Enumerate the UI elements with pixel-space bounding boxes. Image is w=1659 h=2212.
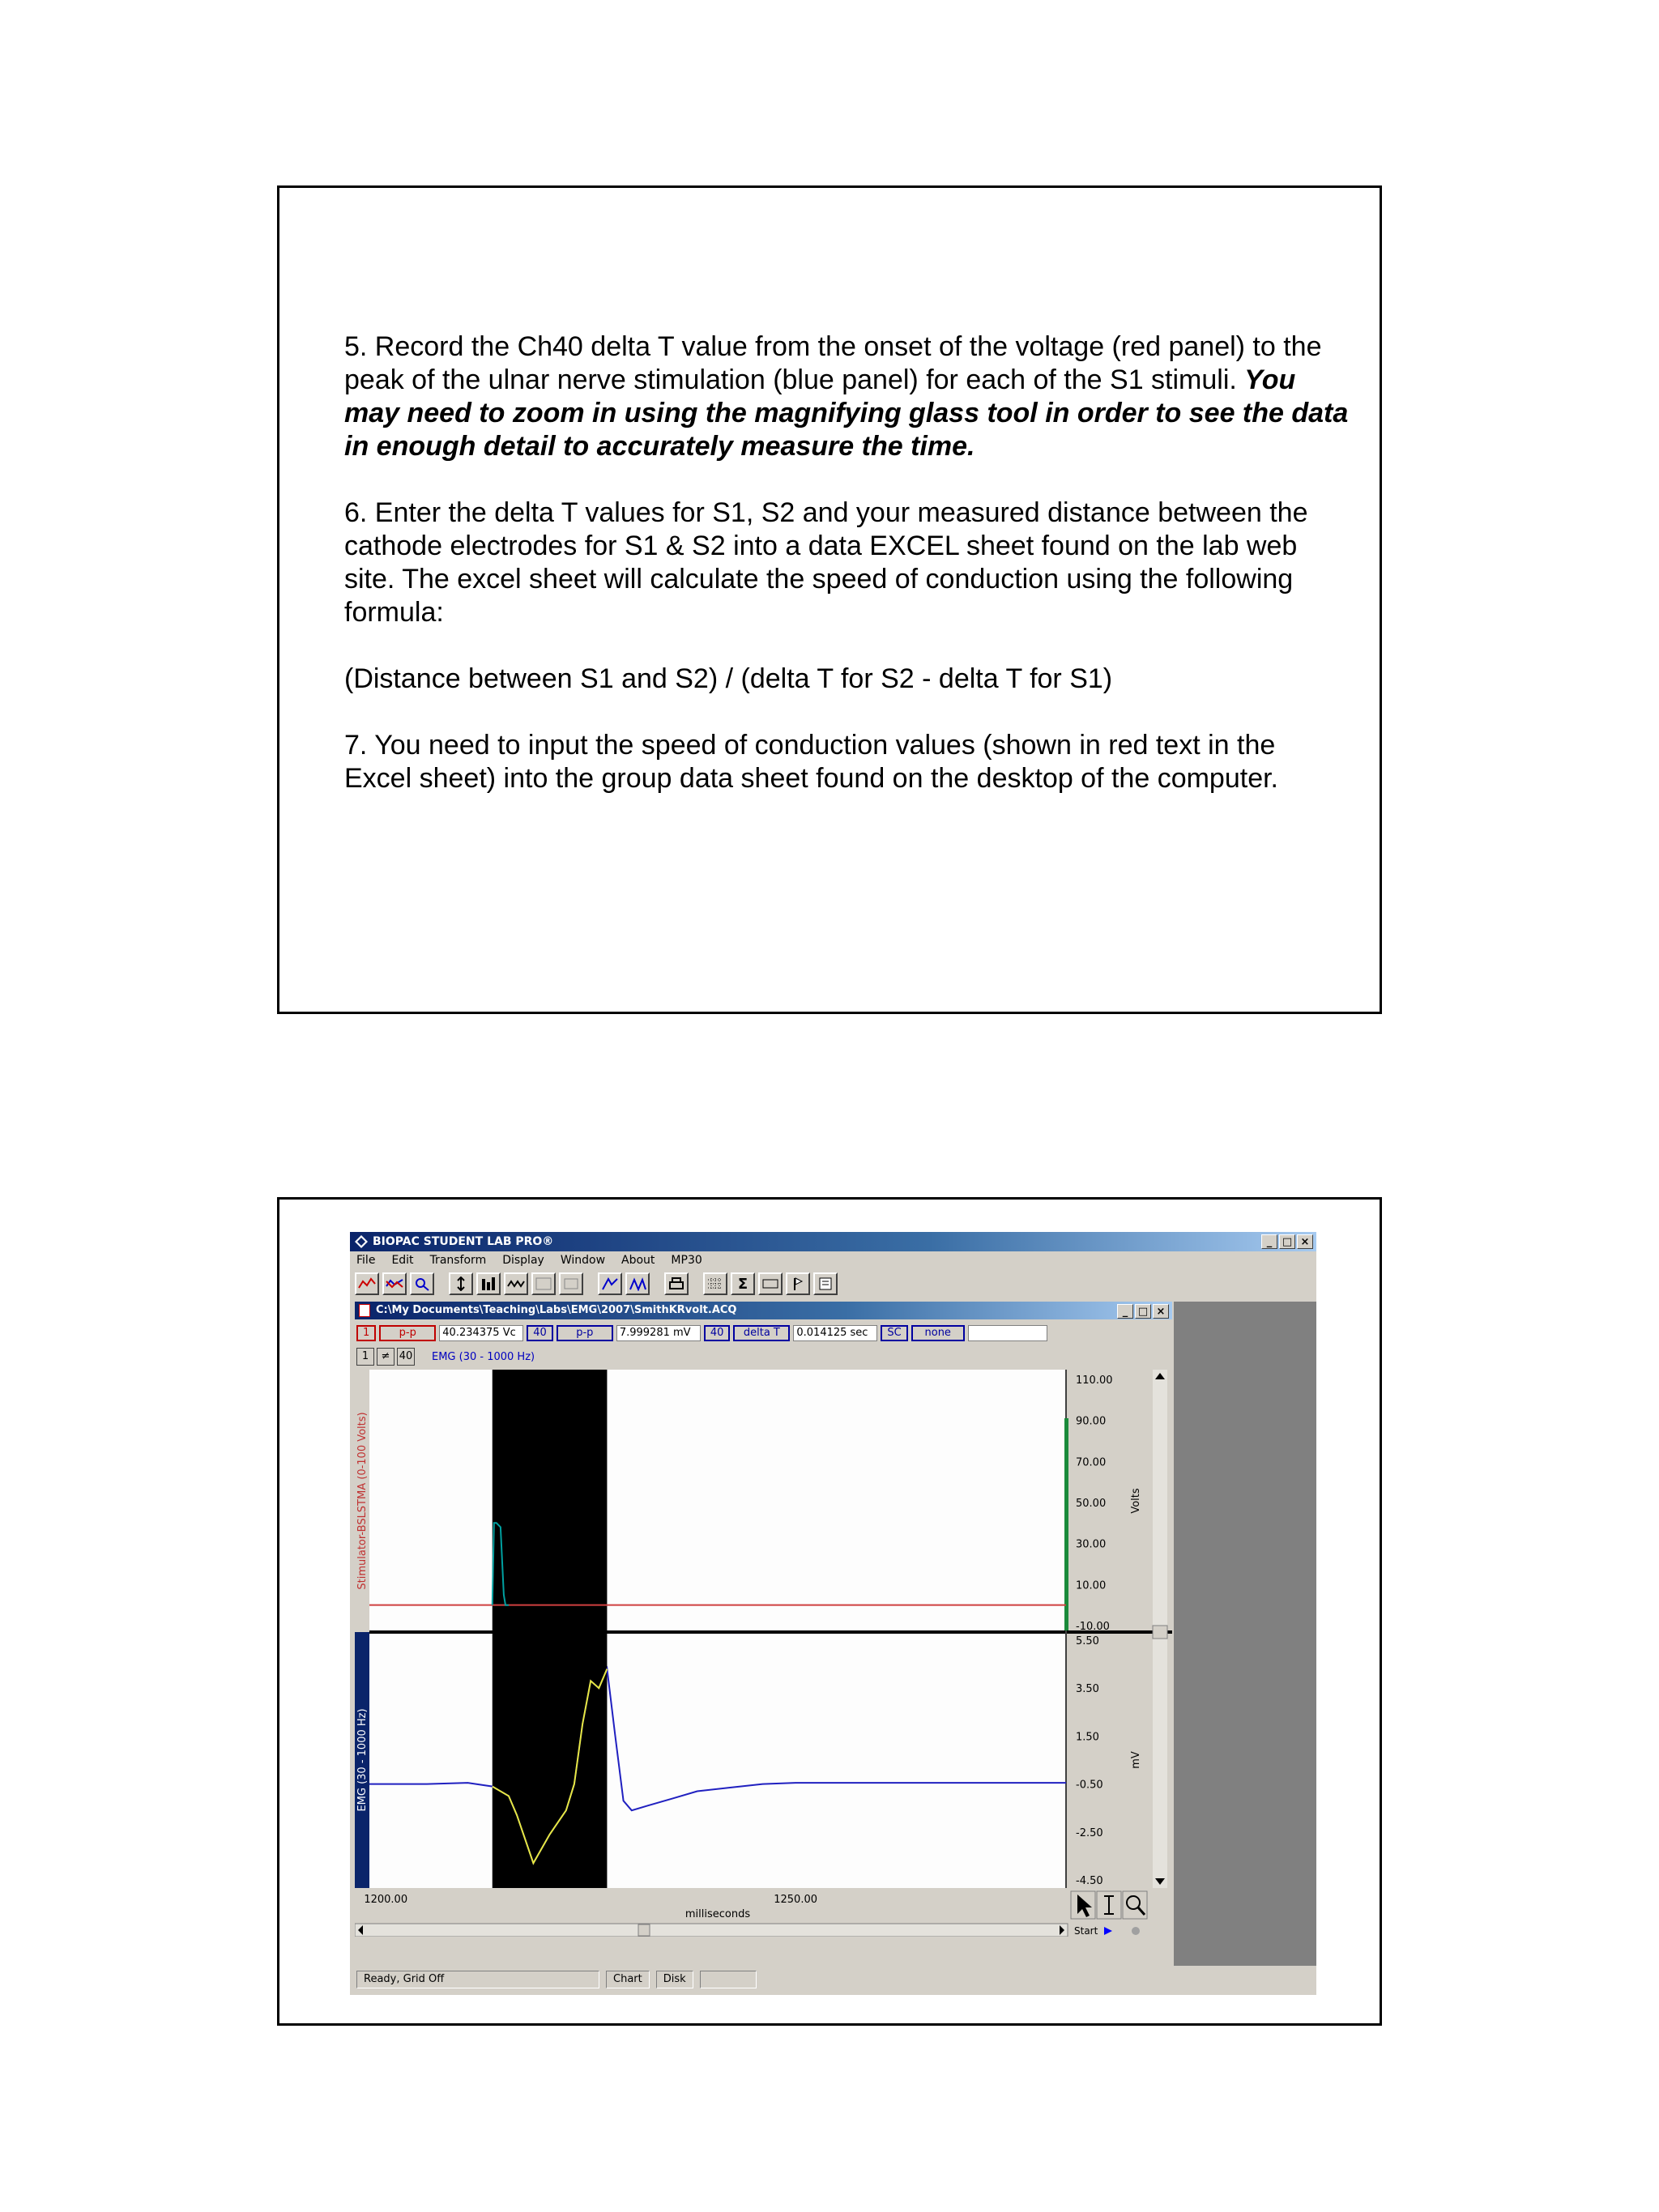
measurement-2-channel[interactable]: 40: [527, 1325, 553, 1341]
formula: (Distance between S1 and S2) / (delta T for S2 - delta T for S1): [344, 663, 1113, 694]
record-indicator-icon: [1132, 1927, 1140, 1935]
menu-display[interactable]: Display: [502, 1254, 544, 1267]
document-icon: [359, 1304, 370, 1317]
status-empty: [700, 1971, 757, 1988]
zoom-link-icon[interactable]: [410, 1272, 434, 1295]
y-tick-label: 30.00: [1076, 1538, 1107, 1551]
selection-region[interactable]: [493, 1370, 608, 1888]
instructions-text: [344, 330, 1349, 829]
scroll-thumb[interactable]: [1153, 1626, 1167, 1639]
window-controls: [1261, 1234, 1313, 1249]
y-tick-label: 1.50: [1076, 1731, 1099, 1744]
status-bar: [350, 1967, 1316, 1992]
x-axis-label: milliseconds: [684, 1908, 751, 1920]
document-path: C:\My Documents\Teaching\Labs\EMG\2007\SmithKRvolt.ACQ: [376, 1304, 737, 1316]
slide-screenshot: [277, 1197, 1382, 2026]
horizontal-scrollbar[interactable]: [355, 1924, 1068, 1937]
journal-icon[interactable]: [813, 1272, 838, 1295]
emg-unit-label: mV: [1130, 1751, 1142, 1769]
doc-maximize-button[interactable]: □: [1135, 1304, 1151, 1319]
slide-instructions: [277, 185, 1382, 1014]
app-background-pane: [1174, 1302, 1316, 1966]
measurement-1-channel[interactable]: 1: [356, 1325, 376, 1341]
flag-icon[interactable]: [786, 1272, 810, 1295]
biopac-logo-icon: [355, 1235, 368, 1248]
doc-close-button[interactable]: ×: [1153, 1304, 1169, 1319]
measurement-2-value: 7.999281 mV: [616, 1325, 701, 1341]
measurement-3-channel[interactable]: 40: [704, 1325, 731, 1341]
minimize-button[interactable]: _: [1261, 1234, 1277, 1249]
measurement-3-type[interactable]: delta T: [733, 1325, 790, 1341]
autoscale-waveforms-icon[interactable]: [449, 1272, 473, 1295]
measurement-row: [356, 1323, 1047, 1343]
channel-1-button[interactable]: 1: [356, 1348, 374, 1366]
menu-mp30[interactable]: MP30: [671, 1254, 702, 1267]
peak-icon[interactable]: [625, 1272, 650, 1295]
app-titlebar: [350, 1232, 1316, 1251]
channel-hide-icon[interactable]: ≠: [377, 1348, 394, 1366]
measurement-1-type[interactable]: p-p: [379, 1325, 436, 1341]
waveform-plot[interactable]: [355, 1370, 1172, 1937]
y-tick-label: 3.50: [1076, 1683, 1099, 1696]
hscroll-thumb[interactable]: [638, 1924, 650, 1936]
y-tick-label: -2.50: [1076, 1826, 1103, 1839]
measurement-1-value: 40.234375 Vc: [439, 1325, 523, 1341]
marker-icon[interactable]: [598, 1272, 622, 1295]
biopac-window: [350, 1232, 1316, 1995]
x-tick-label: 1250.00: [774, 1894, 818, 1906]
status-disk: Disk: [656, 1971, 693, 1988]
magnifier-tool-icon[interactable]: [1123, 1891, 1147, 1919]
step-7: 7. You need to input the speed of conduction values (shown in red text in the Excel sheet) into the group data sheet found on the desktop of the computer.: [344, 730, 1278, 794]
x-tick-label: 1200.00: [364, 1894, 408, 1906]
events-icon[interactable]: [559, 1272, 583, 1295]
y-tick-label: 110.00: [1076, 1375, 1113, 1387]
doc-minimize-button[interactable]: _: [1117, 1304, 1133, 1319]
y-tick-label: -0.50: [1076, 1779, 1103, 1792]
overlay-icon[interactable]: [504, 1272, 528, 1295]
y-tick-label: 10.00: [1076, 1579, 1107, 1592]
menu-file[interactable]: File: [356, 1254, 376, 1267]
close-button[interactable]: ×: [1297, 1234, 1313, 1249]
stim-scale-bar: [1064, 1418, 1068, 1630]
plot-area[interactable]: [369, 1370, 1066, 1888]
measurement-4-type[interactable]: none: [911, 1325, 965, 1341]
arrow-tool-icon[interactable]: [1071, 1891, 1095, 1919]
y-tick-label: 90.00: [1076, 1415, 1107, 1428]
document-window: [355, 1302, 1172, 1958]
y-tick-label: -10.00: [1076, 1621, 1110, 1633]
menu-about[interactable]: About: [621, 1254, 655, 1267]
menu-bar: [350, 1251, 1316, 1269]
grid-display-icon[interactable]: [703, 1272, 727, 1295]
y-tick-label: 50.00: [1076, 1498, 1107, 1510]
menu-edit[interactable]: Edit: [391, 1254, 414, 1267]
maximize-button[interactable]: □: [1279, 1234, 1295, 1249]
step-5: [344, 330, 1349, 463]
ibeam-tool-icon[interactable]: [1097, 1891, 1121, 1919]
step-5-emphasis: You may need to zoom in using the magnifying glass tool in order to see the data in enough detail to accurately measure the time.: [344, 364, 1349, 462]
measurement-3-value: 0.014125 sec: [793, 1325, 877, 1341]
y-tick-label: -4.50: [1076, 1875, 1103, 1887]
overlap-icon[interactable]: [382, 1272, 407, 1295]
stim-channel-label: Stimulator-BSLSTMA (0-100 Volts): [356, 1412, 369, 1590]
grid-icon[interactable]: [531, 1272, 556, 1295]
status-ready: Ready, Grid Off: [356, 1971, 599, 1988]
stim-unit-label: Volts: [1130, 1488, 1142, 1514]
measurement-4-value: [968, 1325, 1047, 1341]
y-tick-label: 70.00: [1076, 1456, 1107, 1469]
document-window-controls: [1117, 1304, 1169, 1319]
emg-channel-label: EMG (30 - 1000 Hz): [356, 1708, 369, 1812]
status-chart: Chart: [606, 1971, 650, 1988]
step-5-text: 5. Record the Ch40 delta T value from the onset of the voltage (red panel) to the peak of the ulnar nerve stimulation (blue panel) for each of the S1 stimuli.: [344, 331, 1322, 395]
menu-window[interactable]: Window: [560, 1254, 606, 1267]
sigma-icon[interactable]: Σ: [731, 1272, 755, 1295]
graph-icon[interactable]: [355, 1272, 379, 1295]
menu-transform[interactable]: Transform: [429, 1254, 487, 1267]
autoscale-horizontal-icon[interactable]: [476, 1272, 501, 1295]
step-6: 6. Enter the delta T values for S1, S2 and your measured distance between the cathode electrodes for S1 & S2 into a data EXCEL sheet found on the lab web site. The excel sheet will calculate the speed of conduction using the following formula:: [344, 497, 1308, 628]
start-button-label[interactable]: Start: [1074, 1925, 1098, 1937]
measurement-2-type[interactable]: p-p: [557, 1325, 613, 1341]
channel-40-button[interactable]: 40: [397, 1348, 415, 1366]
app-title: BIOPAC STUDENT LAB PRO®: [373, 1235, 554, 1248]
y-tick-label: 5.50: [1076, 1635, 1099, 1647]
data-view-icon[interactable]: [758, 1272, 783, 1295]
toolbar: [355, 1272, 838, 1297]
document-titlebar: [355, 1302, 1172, 1319]
active-channel-label: EMG (30 - 1000 Hz): [432, 1350, 535, 1363]
channel-row: [356, 1347, 535, 1366]
print-icon[interactable]: [664, 1272, 689, 1295]
measurement-4-channel[interactable]: SC: [881, 1325, 907, 1341]
